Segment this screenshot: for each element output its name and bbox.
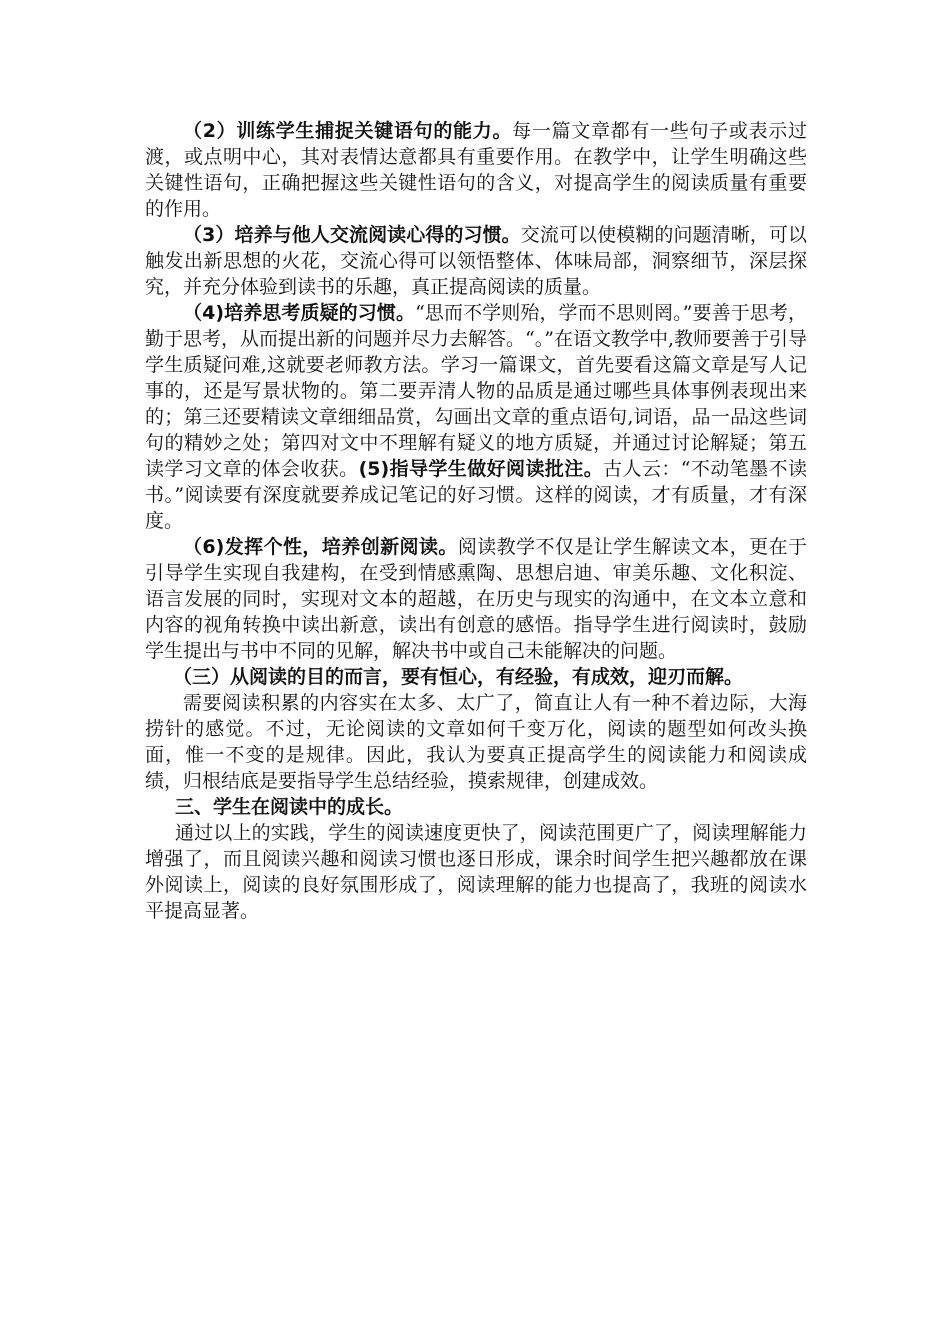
paragraph-4 — [145, 300, 807, 534]
paragraph-2 — [145, 118, 807, 222]
paragraph-heading: （4)培养思考质疑的习惯。 — [183, 302, 416, 324]
paragraph-text-5: 古人云：“不动笔墨不读书。”阅读要有深度就要养成记笔记的好习惯。这样的阅读，才有质量，才有深度。 — [145, 458, 807, 532]
paragraph-text: “思而不学则殆，学而不思则罔。”要善于思考，勤于思考，从而提出新的问题并尽力去解答。“。”在语文教学中,教师要善于引导学生质疑问难,这就要老师教方法。学习一篇课文，首先要看这篇文章是写人记事的，还是写景状物的。第二要弄清人物的品质是通过哪些具体事例表现出来的；第三还要精读文章细细品赏，勾画出文章的重点语句,词语，品一品这些词句的精妙之处；第四对文中不理解有疑义的地方质疑，并通过讨论解疑；第五读学习文章的体会收获。 — [145, 302, 807, 480]
paragraph-accumulation — [145, 690, 807, 794]
paragraph-heading: （2）训练学生捕捉关键语句的能力。 — [183, 120, 513, 142]
paragraph-text: 每一篇文章都有一些句子或表示过渡，或点明中心，其对表情达意都具有重要作用。在教学中，让学生明确这些关键性语句，正确把握这些关键性语句的含义，对提高学生的阅读质量有重要的作用。 — [145, 120, 807, 220]
paragraph-text: 通过以上的实践，学生的阅读速度更快了，阅读范围更广了，阅读理解能力增强了，而且阅读兴趣和阅读习惯也逐日形成，课余时间学生把兴趣都放在课外阅读上，阅读的良好氛围形成了，阅读理解的能力也提高了，我班的阅读水平提高显著。 — [145, 822, 807, 922]
paragraph-6 — [145, 534, 807, 664]
section-heading: 三、学生在阅读中的成长。 — [175, 796, 404, 818]
section-heading: （三）从阅读的目的而言，要有恒心，有经验，有成效，迎刃而解。 — [173, 666, 744, 688]
paragraph-heading: （6)发挥个性，培养创新阅读。 — [183, 536, 458, 558]
paragraph-heading-5: (5)指导学生做好阅读批注。 — [358, 458, 604, 480]
section-heading-growth — [145, 794, 807, 820]
section-heading-3 — [145, 664, 807, 690]
paragraph-3 — [145, 222, 807, 300]
document-body — [145, 118, 807, 924]
paragraph-text: 需要阅读积累的内容实在太多、太广了，简直让人有一种不着边际，大海捞针的感觉。不过，无论阅读的文章如何千变万化，阅读的题型如何改头换面，惟一不变的是规律。因此，我认为要真正提高学生的阅读能力和阅读成绩，归根结底是要指导学生总结经验，摸索规律，创建成效。 — [145, 692, 807, 792]
paragraph-conclusion — [145, 820, 807, 924]
paragraph-text: 阅读教学不仅是让学生解读文本，更在于引导学生实现自我建构，在受到情感熏陶、思想启迪、审美乐趣、文化积淀、语言发展的同时，实现对文本的超越，在历史与现实的沟通中，在文本立意和内容的视角转换中读出新意，读出有创意的感悟。指导学生进行阅读时，鼓励学生提出与书中不同的见解，解决书中或自己未能解决的问题。 — [145, 536, 807, 662]
paragraph-text: 交流可以使模糊的问题清晰，可以触发出新思想的火花，交流心得可以领悟整体、体味局部，洞察细节，深层探究，并充分体验到读书的乐趣，真正提高阅读的质量。 — [145, 224, 807, 298]
paragraph-heading: （3）培养与他人交流阅读心得的习惯。 — [183, 224, 521, 246]
